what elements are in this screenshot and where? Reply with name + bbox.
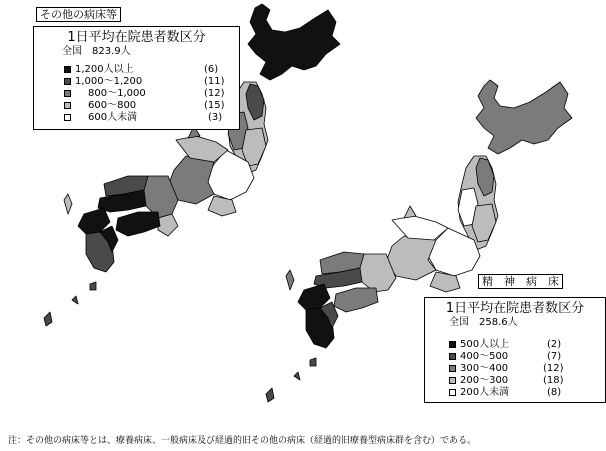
map-tag-other-beds: その他の病床等 bbox=[36, 7, 121, 22]
legend-range: 400～500 bbox=[460, 351, 509, 362]
okinawa bbox=[44, 312, 52, 326]
legend-count: (2) bbox=[547, 339, 562, 350]
legend-swatch bbox=[449, 377, 456, 384]
legend-title: 1日平均在院患者数区分 bbox=[445, 301, 585, 316]
hokkaido bbox=[476, 80, 572, 154]
legend-range: 500人以上 bbox=[460, 339, 510, 350]
tsushima bbox=[64, 194, 72, 214]
legend-other-beds bbox=[33, 26, 240, 130]
yakushima bbox=[310, 358, 316, 366]
legend-swatch bbox=[64, 114, 71, 121]
legend-item bbox=[449, 375, 599, 387]
legend-total: 全国 823.9人 bbox=[62, 46, 131, 57]
legend-swatch bbox=[64, 90, 71, 97]
map-tag-psychiatric-beds: 精 神 病 床 bbox=[478, 274, 563, 289]
noto bbox=[404, 206, 416, 218]
yakushima bbox=[90, 282, 96, 290]
legend-item bbox=[64, 112, 224, 124]
legend-swatch bbox=[449, 341, 456, 348]
legend-item bbox=[449, 387, 599, 399]
legend-count: (11) bbox=[204, 76, 225, 87]
legend-swatch bbox=[449, 353, 456, 360]
legend-swatch bbox=[64, 66, 71, 73]
legend-range: 600人未満 bbox=[88, 112, 138, 123]
legend-count: (12) bbox=[543, 363, 564, 374]
legend-count: (7) bbox=[547, 351, 562, 362]
legend-list bbox=[449, 339, 599, 399]
legend-range: 1,200人以上 bbox=[75, 64, 134, 75]
legend-swatch bbox=[64, 102, 71, 109]
shikoku bbox=[116, 212, 160, 236]
legend-item bbox=[449, 339, 599, 351]
legend-total: 全国 258.6人 bbox=[449, 317, 518, 328]
legend-count: (15) bbox=[204, 100, 225, 111]
legend-title: 1日平均在院患者数区分 bbox=[67, 30, 206, 45]
legend-item bbox=[64, 64, 224, 76]
legend-range: 800～1,000 bbox=[88, 88, 146, 99]
legend-list bbox=[64, 64, 224, 124]
legend-item bbox=[64, 100, 224, 112]
shikoku bbox=[334, 288, 378, 312]
legend-psychiatric-beds bbox=[424, 297, 606, 403]
legend-item bbox=[64, 76, 224, 88]
honshu-kii bbox=[158, 214, 178, 236]
legend-range: 200人未満 bbox=[460, 387, 510, 398]
legend-range: 300～400 bbox=[460, 363, 509, 374]
footnote: 注：その他の病床等とは、療養病床、一般病床及び経過的旧その他の病床（経過的旧療養型病床群を含む）である。 bbox=[8, 436, 477, 446]
hokkaido bbox=[248, 4, 340, 80]
legend-count: (3) bbox=[208, 112, 223, 123]
ryukyu-a bbox=[72, 296, 78, 304]
legend-count: (12) bbox=[204, 88, 225, 99]
legend-range: 200～300 bbox=[460, 375, 509, 386]
legend-swatch bbox=[449, 365, 456, 372]
legend-item bbox=[449, 351, 599, 363]
legend-range: 600～800 bbox=[88, 100, 137, 111]
legend-range: 1,000～1,200 bbox=[75, 76, 143, 87]
legend-item bbox=[64, 88, 224, 100]
legend-count: (8) bbox=[547, 387, 562, 398]
okinawa bbox=[266, 388, 274, 402]
legend-count: (18) bbox=[543, 375, 564, 386]
honshu-tohoku-east bbox=[472, 204, 496, 242]
ryukyu-a bbox=[294, 372, 300, 380]
legend-count: (6) bbox=[204, 64, 219, 75]
legend-swatch bbox=[449, 389, 456, 396]
legend-item bbox=[449, 363, 599, 375]
legend-swatch bbox=[64, 78, 71, 85]
tsushima bbox=[286, 270, 294, 290]
